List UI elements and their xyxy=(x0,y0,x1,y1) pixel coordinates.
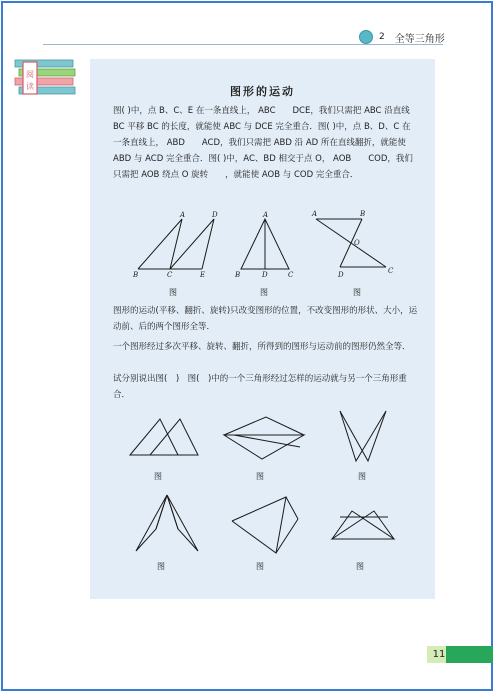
exercise-figure-2 xyxy=(222,415,306,463)
label-B: B xyxy=(133,271,139,279)
label-A: A xyxy=(263,211,269,219)
label-C: C xyxy=(167,271,173,279)
reading-books-icon xyxy=(9,58,79,98)
exercise-caption-4: 图 xyxy=(157,562,165,571)
figure-caption-1: 图 xyxy=(169,288,177,297)
exercise-figure-6 xyxy=(330,503,396,547)
label-B: B xyxy=(360,210,366,218)
exercise-figure-3 xyxy=(336,409,388,465)
label-B: B xyxy=(235,271,241,279)
reading-panel xyxy=(90,59,435,599)
paragraph-congruence: 一个图形经过多次平移、旋转、翻折，所得到的图形与运动前的图形仍然全等． xyxy=(113,342,411,352)
label-C: C xyxy=(288,271,294,279)
label-C: C xyxy=(388,267,394,275)
exercise-caption-6: 图 xyxy=(356,562,364,571)
figure-caption-2: 图 xyxy=(260,288,268,297)
exercise-caption-3: 图 xyxy=(358,472,366,481)
figure-caption-3: 图 xyxy=(353,288,361,297)
chapter-title: 全等三角形 xyxy=(394,33,445,45)
label-D: D xyxy=(212,211,218,219)
exercise-figure-1 xyxy=(128,417,204,461)
textbook-page xyxy=(1,1,493,691)
label-A: A xyxy=(180,211,186,219)
figure-reflection xyxy=(235,211,305,281)
figure-translation xyxy=(130,211,220,281)
label-O: O xyxy=(354,239,360,247)
exercise-figure-4 xyxy=(134,493,200,557)
exercise-caption-5: 图 xyxy=(256,562,264,571)
section-number: 2 xyxy=(379,32,385,42)
label-E: E xyxy=(200,271,206,279)
reading-badge-char-2: 读 xyxy=(26,82,34,91)
paragraph-motion: 图形的运动(平移、翻折、旋转)只改变图形的位置，不改变图形的形状、大小，运动前、后的两个图形全等． xyxy=(113,306,418,332)
exercise-caption-2: 图 xyxy=(256,472,264,481)
label-D: D xyxy=(338,271,344,279)
reading-badge-char-1: 阅 xyxy=(26,70,34,79)
footer-green-bar xyxy=(446,646,493,663)
intro-paragraph: 图( )中，点 B、C、E 在一条直线上， ABC DCE，我们只需把 ABC 沿直线 BC 平移 BC 的长度，就能使 ABC 与 DCE 完全重合．图( )中，点 B、D、C 在一条直线上， ABD ACD，我们只需把 ABD 沿 AD 所在直线翻折，就能使 ABD 与 ACD 完全重合．图( )中，AC、BD 相交于点 O， AOB COD，我们只需把 AOB 绕点 O 旋转 ，就能使 AOB 与 COD 完全重合． xyxy=(113,106,413,180)
paragraph-exercise: 试分别说出图( ) 图( )中的一个三角形经过怎样的运动就与另一个三角形重合． xyxy=(113,374,407,400)
label-D: D xyxy=(262,271,268,279)
panel-title: 图形的运动 xyxy=(230,85,295,98)
chapter-header xyxy=(359,29,445,45)
exercise-caption-1: 图 xyxy=(154,472,162,481)
label-A: A xyxy=(312,210,318,218)
figure-rotation xyxy=(312,211,402,281)
page-number: 11 xyxy=(427,646,451,663)
chapter-circle-icon xyxy=(359,30,373,44)
exercise-figure-5 xyxy=(230,495,300,557)
